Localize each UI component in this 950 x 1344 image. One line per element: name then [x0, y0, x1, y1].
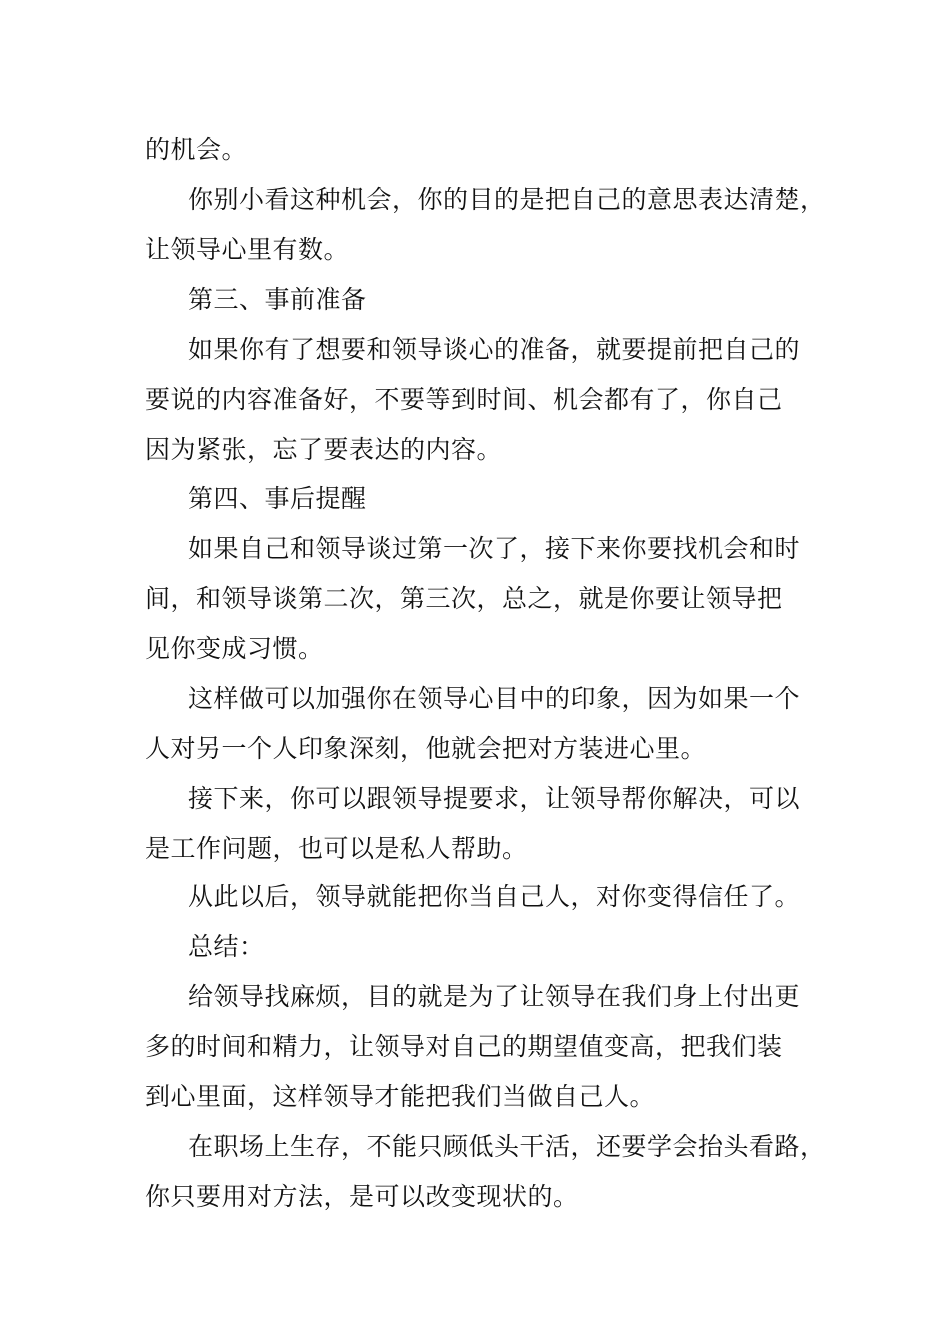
- section-heading: 第三、事前准备: [188, 285, 367, 314]
- text-line: 给领导找麻烦，目的就是为了让领导在我们身上付出更: [188, 982, 801, 1011]
- text-line: 的机会。: [145, 135, 248, 164]
- text-line: 间，和领导谈第二次，第三次，总之，就是你要让领导把: [145, 584, 783, 613]
- text-line: 让领导心里有数。: [145, 235, 350, 264]
- text-line: 这样做可以加强你在领导心目中的印象，因为如果一个: [188, 684, 801, 713]
- text-line: 你别小看这种机会，你的目的是把自己的意思表达清楚，: [188, 185, 826, 214]
- text-line: 接下来，你可以跟领导提要求，让领导帮你解决，可以: [188, 784, 801, 813]
- text-line: 从此以后，领导就能把你当自己人，对你变得信任了。: [188, 882, 801, 911]
- text-line: 人对另一个人印象深刻，他就会把对方装进心里。: [145, 734, 707, 763]
- text-line: 如果自己和领导谈过第一次了，接下来你要找机会和时: [188, 534, 801, 563]
- text-line: 你只要用对方法，是可以改变现状的。: [145, 1182, 579, 1211]
- text-line: 见你变成习惯。: [145, 634, 324, 663]
- text-line: 在职场上生存，不能只顾低头干活，还要学会抬头看路，: [188, 1132, 826, 1161]
- text-line: 如果你有了想要和领导谈心的准备，就要提前把自己的: [188, 335, 801, 364]
- section-heading: 总结：: [188, 932, 265, 961]
- section-heading: 第四、事后提醒: [188, 484, 367, 513]
- text-line: 到心里面，这样领导才能把我们当做自己人。: [145, 1082, 656, 1111]
- text-line: 多的时间和精力，让领导对自己的期望值变高，把我们装: [145, 1032, 783, 1061]
- text-line: 是工作问题，也可以是私人帮助。: [145, 834, 528, 863]
- text-line: 要说的内容准备好，不要等到时间、机会都有了，你自己: [145, 385, 783, 414]
- text-line: 因为紧张，忘了要表达的内容。: [145, 435, 503, 464]
